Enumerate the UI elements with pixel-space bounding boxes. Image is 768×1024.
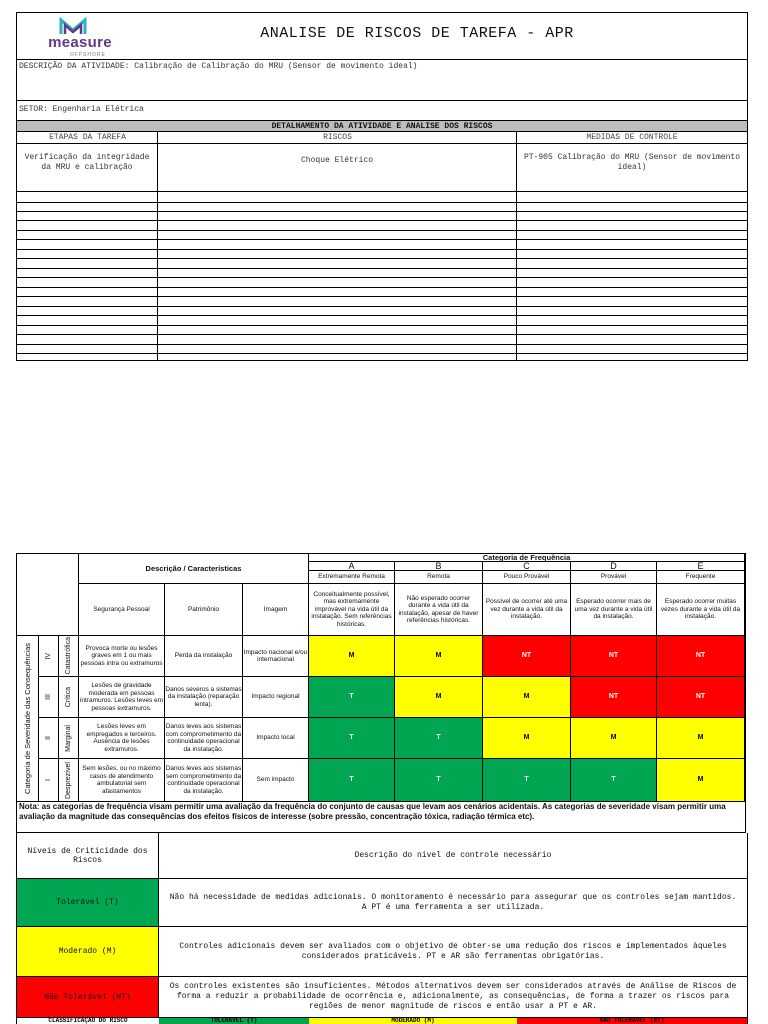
severity-num-text: III (44, 694, 52, 700)
risk-cell-c: T (483, 759, 571, 802)
table-row-line (17, 277, 747, 278)
severity-category (59, 759, 79, 802)
severity-num (39, 718, 59, 759)
column-header-etapas: ETAPAS DA TAREFA (17, 132, 158, 144)
column-header-medidas: MEDIDAS DE CONTROLE (517, 132, 747, 144)
table-row-line (17, 239, 747, 240)
table-row-line (17, 334, 747, 335)
severity-num-text: IV (44, 652, 52, 660)
severity-category-text: Catastrófica (64, 637, 72, 675)
risk-cell-c: NT (483, 636, 571, 677)
level-text-toleravel: Não há necessidade de medidas adicionais. O monitoramento é necessário para assegurar que os controles sejam mantidos. A PT é uma ferramenta a ser utilizada. (169, 892, 737, 912)
freq-name-d: Provável (571, 571, 657, 584)
risk-matrix (16, 553, 746, 833)
severity-pessoal: Lesões leves em empregados e terceiros. Ausência de lesões extramuros. (79, 718, 165, 759)
severity-category (59, 636, 79, 677)
risk-cell-d: NT (571, 636, 657, 677)
freq-letter-c: C (483, 562, 571, 571)
severity-category-text: Desprezível (64, 761, 72, 799)
table-row-line (17, 306, 747, 307)
classification-row (17, 1018, 747, 1024)
freq-name-a: Extremamente Remota (309, 571, 395, 584)
sector-field: SETOR: Engenharia Elétrica (17, 101, 747, 121)
company-logo (20, 16, 140, 58)
freq-desc-e: Esperado ocorrer muitas vezes durante a vida útil da instalação. (657, 584, 745, 636)
freq-letter-a: A (309, 562, 395, 571)
level-name-moderado: Moderado (M) (17, 927, 159, 976)
table-row-line (17, 315, 747, 316)
table-row-line (17, 353, 747, 354)
risk-cell-b: T (395, 759, 483, 802)
document-title: ANALISE DE RISCOS DE TAREFA - APR (260, 25, 574, 42)
risk-cell-d: T (571, 759, 657, 802)
activity-description: DESCRIÇÃO DA ATIVIDADE: Calibração de Calibração do MRU (Sensor de movimento ideal) (17, 60, 747, 101)
level-name-nao-toleravel: Não Tolerável (NT) (17, 977, 159, 1017)
classification-t: TOLERÁVEL (T) (159, 1018, 309, 1024)
risk-cell-a: T (309, 677, 395, 718)
risk-cell-c: M (483, 718, 571, 759)
freq-letter-d: D (571, 562, 657, 571)
row1-etapa: Verificação da integridade da MRU e calibração (24, 153, 150, 172)
table-row-line (17, 325, 747, 326)
classification-label: CLASSIFICAÇÃO DO RISCO (48, 1018, 128, 1024)
risk-cell-d: NT (571, 677, 657, 718)
freq-desc-a: Conceitualmente possível, mas extremamente improvável na vida útil da instalação. Sem referências históricas. (309, 584, 395, 636)
freq-name-b: Remota (395, 571, 483, 584)
level-name-toleravel: Tolerável (T) (17, 879, 159, 926)
row1-medida: PT-905 Calibração do MRU (Sensor de movimento ideal) (523, 153, 741, 172)
table-row-line (17, 249, 747, 250)
table-row-line (17, 296, 747, 297)
logo-mark-icon (53, 16, 93, 36)
risk-cell-a: T (309, 718, 395, 759)
freq-name-e: Frequente (657, 571, 745, 584)
severity-patrimonio: Danos leves aos sistemas sem comprometimento da continuidade operacional da instalação. (165, 759, 243, 802)
logo-wordmark: measure (48, 34, 112, 51)
form-header (17, 13, 747, 60)
severity-num-text: I (44, 779, 52, 781)
level-row-moderado (17, 927, 747, 977)
levels-header-left: Níveis de Criticidade dos Riscos (17, 833, 159, 878)
table-row-line (17, 268, 747, 269)
table-row-line (17, 344, 747, 345)
freq-desc-d: Esperado ocorrer mais de uma vez durante a vida útil da instalação. (571, 584, 657, 636)
severity-imagem: Sem impacto (243, 759, 309, 802)
severity-side-title-cell (17, 636, 39, 802)
severity-patrimonio: Danos leves aos sistemas com comprometimento da continuidade operacional da instalação. (165, 718, 243, 759)
risk-cell-a: T (309, 759, 395, 802)
freq-desc-c: Possível de ocorrer até uma vez durante a vida útil da instalação. (483, 584, 571, 636)
classification-nt: NÃO TOLERÁVEL (NT) (517, 1018, 747, 1024)
freq-letter-e: E (657, 562, 745, 571)
table-row-line (17, 191, 747, 192)
subheader-patrimonio: Patrimônio (165, 584, 243, 636)
freq-letter-b: B (395, 562, 483, 571)
severity-pessoal: Sem lesões, ou no máximo casos de atendimento ambulatorial sem afastamentos (79, 759, 165, 802)
severity-num-text: II (44, 736, 52, 740)
table-row-line (17, 258, 747, 259)
risk-cell-b: M (395, 677, 483, 718)
table-row-line (17, 220, 747, 221)
classification-m: MODERADO (M) (309, 1018, 517, 1024)
severity-pessoal: Lesões de gravidade moderada em pessoas intramuros. Lesões leves em pessoas extramuros. (79, 677, 165, 718)
freq-header: Categoria de Frequência (309, 554, 745, 562)
section-title: DETALHAMENTO DA ATIVIDADE E ANALISE DOS RISCOS (17, 121, 747, 132)
column-header-riscos: RISCOS (158, 132, 517, 144)
risk-cell-c: M (483, 677, 571, 718)
severity-num (39, 759, 59, 802)
risk-cell-a: M (309, 636, 395, 677)
levels-header-row (17, 833, 747, 879)
level-row-nao-toleravel (17, 977, 747, 1018)
freq-desc-b: Não esperado ocorrer durante a vida útil da instalação, apesar de haver referências históricas. (395, 584, 483, 636)
risk-cell-e: NT (657, 677, 745, 718)
risk-cell-e: M (657, 718, 745, 759)
risk-cell-b: T (395, 718, 483, 759)
level-text-nao-toleravel: Os controles existentes são insuficientes. Métodos alternativos devem ser considerados através de Análise de Riscos de forma a reduzir a probabilidade de ocorrência e, adicionalmente, as consequências, de forma a trazer os riscos para regiões de menor magnitude de riscos e então usar a PT e AR. (169, 982, 737, 1011)
table-row-line (17, 202, 747, 203)
risk-cell-d: M (571, 718, 657, 759)
risk-cell-e: NT (657, 636, 745, 677)
levels-header-right: Descrição do nível de controle necessário (354, 850, 552, 860)
risk-levels-table (16, 833, 748, 1024)
subheader-imagem: Imagem (243, 584, 309, 636)
severity-patrimonio: Perda da instalação (165, 636, 243, 677)
table-row-line (17, 230, 747, 231)
table-row-line (17, 211, 747, 212)
table-row-line (17, 287, 747, 288)
severity-num (39, 677, 59, 718)
column-divider (157, 132, 158, 361)
level-row-toleravel (17, 879, 747, 927)
severity-category (59, 718, 79, 759)
severity-category (59, 677, 79, 718)
severity-imagem: Impacto regional (243, 677, 309, 718)
severity-side-title: Categoria de Severidade das Consequências (22, 643, 32, 794)
matrix-corner (17, 554, 79, 636)
risk-cell-e: M (657, 759, 745, 802)
level-text-moderado: Controles adicionais devem ser avaliados com o objetivo de obter-se uma redução dos riscos e implementados àqueles considerados praticáveis. PT e AR são ferramentas obrigatórias. (179, 941, 727, 961)
severity-imagem: Impacto local (243, 718, 309, 759)
freq-name-c: Pouco Provável (483, 571, 571, 584)
desc-header: Descrição / Características (79, 554, 309, 584)
severity-category-text: Marginal (64, 724, 72, 752)
risk-cell-b: M (395, 636, 483, 677)
matrix-note: Nota: as categorias de frequência visam permitir uma avaliação da frequência do conjunto de causas que levam aos cenários acidentais. As categorias de severidade visam permitir uma avaliação da magnitude das consequências dos efeitos físicos de interesse (sobre pressão, concentração tóxica, radiação térmica etc). (19, 802, 726, 821)
severity-pessoal: Provoca morte ou lesões graves em 1 ou mais pessoas intra ou extramuros (79, 636, 165, 677)
severity-num (39, 636, 59, 677)
severity-patrimonio: Danos severos a sistemas da instalação (reparação lenta). (165, 677, 243, 718)
severity-category-text: Crítica (64, 686, 72, 708)
logo-subtitle: OFFSHORE (70, 52, 106, 58)
subheader-seguranca: Segurança Pessoal (79, 584, 165, 636)
severity-imagem: Impacto nacional e/ou internacional (243, 636, 309, 677)
apr-form (16, 12, 748, 361)
column-divider (516, 132, 517, 361)
row1-risco: Choque Elétrico (300, 156, 373, 165)
